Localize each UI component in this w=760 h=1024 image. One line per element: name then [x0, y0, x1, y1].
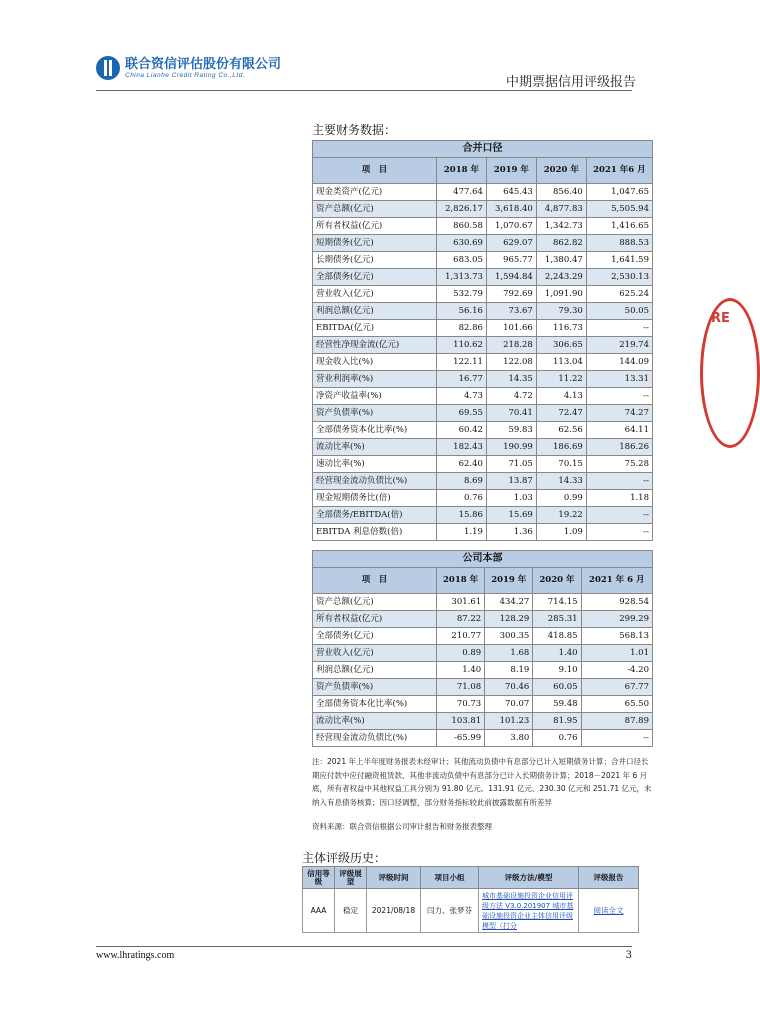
hist-header-grade: 信用等级: [303, 867, 335, 889]
row-label: 净资产收益率(%): [313, 388, 437, 405]
cell-value: 186.26: [586, 439, 652, 456]
cell-value: 285.31: [533, 611, 581, 628]
hist-team: 闫力、张梦芬: [421, 889, 479, 933]
row-label: 资产总额(亿元): [313, 594, 437, 611]
cell-value: 8.19: [485, 662, 533, 679]
footer-website: www.lhratings.com: [96, 950, 175, 961]
row-label: 速动比率(%): [313, 456, 437, 473]
cell-value: 1,594.84: [486, 269, 536, 286]
cell-value: 70.41: [486, 405, 536, 422]
cell-value: 4.13: [536, 388, 586, 405]
cell-value: 1,380.47: [536, 252, 586, 269]
cell-value: 965.77: [486, 252, 536, 269]
row-label: 经营性净现金流(亿元): [313, 337, 437, 354]
table-row: [313, 286, 653, 303]
table-row: [313, 679, 653, 696]
cell-value: 434.27: [485, 594, 533, 611]
cell-value: 306.65: [536, 337, 586, 354]
cell-value: 182.43: [437, 439, 487, 456]
rating-method-link[interactable]: 城市基础设施投资企业信用评级方法 V3.0.201907 城市基础设施投资企业主体信用评级模型（打分: [482, 891, 574, 930]
row-label: 全部债务/EBITDA(倍): [313, 507, 437, 524]
row-label: 流动比率(%): [313, 439, 437, 456]
table-row: [313, 269, 653, 286]
cell-value: 1,342.73: [536, 218, 586, 235]
col-header-2019: 2019 年: [485, 568, 533, 594]
table-row: [313, 594, 653, 611]
table-row: [313, 490, 653, 507]
table-row: [313, 252, 653, 269]
row-label: 资产负债率(%): [313, 405, 437, 422]
table-row: [313, 218, 653, 235]
col-header-2018: 2018 年: [437, 568, 485, 594]
row-label: 营业收入(亿元): [313, 645, 437, 662]
cell-value: --: [586, 473, 652, 490]
cell-value: 11.22: [536, 371, 586, 388]
cell-value: 1,641.59: [586, 252, 652, 269]
cell-value: 218.28: [486, 337, 536, 354]
table-row: [313, 388, 653, 405]
financial-data-title: 主要财务数据：: [312, 123, 397, 137]
cell-value: 1,047.65: [586, 184, 652, 201]
cell-value: 928.54: [581, 594, 652, 611]
cell-value: 714.15: [533, 594, 581, 611]
cell-value: 110.62: [437, 337, 487, 354]
row-label: 现金短期债务比(倍): [313, 490, 437, 507]
cell-value: 116.73: [536, 320, 586, 337]
rating-history-table: [302, 866, 639, 933]
hist-header-date: 评级时间: [367, 867, 421, 889]
cell-value: 683.05: [437, 252, 487, 269]
cell-value: 74.27: [586, 405, 652, 422]
table-row: [313, 507, 653, 524]
cell-value: 630.69: [437, 235, 487, 252]
cell-value: 101.66: [486, 320, 536, 337]
cell-value: 888.53: [586, 235, 652, 252]
cell-value: 79.30: [536, 303, 586, 320]
table-row: [313, 439, 653, 456]
row-label: 短期债务(亿元): [313, 235, 437, 252]
cell-value: 50.05: [586, 303, 652, 320]
cell-value: 64.11: [586, 422, 652, 439]
hist-header-method: 评级方法/模型: [479, 867, 579, 889]
cell-value: 73.67: [486, 303, 536, 320]
cell-value: 568.13: [581, 628, 652, 645]
table-row: [313, 473, 653, 490]
cell-value: 9.10: [533, 662, 581, 679]
row-label: 现金类资产(亿元): [313, 184, 437, 201]
cell-value: 87.22: [437, 611, 485, 628]
cell-value: 0.99: [536, 490, 586, 507]
cell-value: 65.50: [581, 696, 652, 713]
cell-value: 301.61: [437, 594, 485, 611]
cell-value: --: [586, 388, 652, 405]
table-row: [313, 184, 653, 201]
col-header-2021h1: 2021 年 6 月: [581, 568, 652, 594]
cell-value: -65.99: [437, 730, 485, 747]
read-full-report-link[interactable]: 阅读全文: [593, 905, 624, 915]
parent-group-label: 公司本部: [313, 551, 653, 568]
cell-value: 56.16: [437, 303, 487, 320]
cell-value: 1.19: [437, 524, 487, 541]
cell-value: -4.20: [581, 662, 652, 679]
cell-value: 16.77: [437, 371, 487, 388]
col-header-item: 项 目: [313, 568, 437, 594]
table-row: [313, 713, 653, 730]
cell-value: 1.01: [581, 645, 652, 662]
footer-divider: [96, 946, 632, 947]
cell-value: 19.22: [536, 507, 586, 524]
table-row: [313, 730, 653, 747]
cell-value: 1.03: [486, 490, 536, 507]
row-label: 资产总额(亿元): [313, 201, 437, 218]
company-name-cn: 联合资信评估股份有限公司: [125, 56, 282, 72]
row-label: 全部债务资本化比率(%): [313, 422, 437, 439]
row-label: 全部债务资本化比率(%): [313, 696, 437, 713]
col-header-item: 项 目: [313, 158, 437, 184]
col-header-2020: 2020 年: [536, 158, 586, 184]
company-logo: [96, 56, 281, 80]
cell-value: 14.35: [486, 371, 536, 388]
table-row: [313, 201, 653, 218]
cell-value: 59.83: [486, 422, 536, 439]
cell-value: 186.69: [536, 439, 586, 456]
cell-value: 60.42: [437, 422, 487, 439]
row-label: 流动比率(%): [313, 713, 437, 730]
hist-outlook: 稳定: [335, 889, 367, 933]
consolidated-table: [312, 140, 653, 541]
cell-value: 219.74: [586, 337, 652, 354]
cell-value: 122.11: [437, 354, 487, 371]
cell-value: 87.89: [581, 713, 652, 730]
cell-value: --: [581, 730, 652, 747]
table-row: [313, 422, 653, 439]
hist-grade: AAA: [303, 889, 335, 933]
row-label: 经营现金流动负债比(%): [313, 730, 437, 747]
report-title: 中期票据信用评级报告: [505, 75, 636, 90]
cell-value: 70.07: [485, 696, 533, 713]
cell-value: 122.08: [486, 354, 536, 371]
cell-value: 13.87: [486, 473, 536, 490]
cell-value: 60.05: [533, 679, 581, 696]
cell-value: 15.86: [437, 507, 487, 524]
table-row: [313, 235, 653, 252]
cell-value: 645.43: [486, 184, 536, 201]
parent-table: [312, 550, 653, 747]
row-label: EBITDA(亿元): [313, 320, 437, 337]
table-row: [313, 405, 653, 422]
rating-history-row: [303, 889, 639, 933]
row-label: EBITDA 利息倍数(倍): [313, 524, 437, 541]
cell-value: 2,826.17: [437, 201, 487, 218]
company-name-en: China Lianhe Credit Rating Co.,Ltd.: [125, 71, 246, 79]
cell-value: 144.09: [586, 354, 652, 371]
cell-value: 1.40: [533, 645, 581, 662]
lianhe-logo-icon: [96, 56, 120, 80]
table-row: [313, 628, 653, 645]
cell-value: 629.07: [486, 235, 536, 252]
cell-value: 418.85: [533, 628, 581, 645]
cell-value: 792.69: [486, 286, 536, 303]
cell-value: 101.23: [485, 713, 533, 730]
table-row: [313, 645, 653, 662]
row-label: 利润总额(亿元): [313, 662, 437, 679]
table-row: [313, 611, 653, 628]
row-label: 所有者权益(亿元): [313, 611, 437, 628]
cell-value: 59.48: [533, 696, 581, 713]
cell-value: 299.29: [581, 611, 652, 628]
cell-value: 1.36: [486, 524, 536, 541]
table-row: [313, 696, 653, 713]
cell-value: 103.81: [437, 713, 485, 730]
hist-header-report: 评级报告: [579, 867, 639, 889]
header-divider: [96, 90, 632, 91]
cell-value: 190.99: [486, 439, 536, 456]
cell-value: 5,505.94: [586, 201, 652, 218]
row-label: 现金收入比(%): [313, 354, 437, 371]
cell-value: 3.80: [485, 730, 533, 747]
cell-value: 0.89: [437, 645, 485, 662]
cell-value: 0.76: [533, 730, 581, 747]
cell-value: 210.77: [437, 628, 485, 645]
cell-value: 8.69: [437, 473, 487, 490]
cell-value: 3,618.40: [486, 201, 536, 218]
cell-value: 1.68: [485, 645, 533, 662]
seal-stamp: [700, 298, 760, 448]
cell-value: 70.46: [485, 679, 533, 696]
cell-value: 14.33: [536, 473, 586, 490]
cell-value: 856.40: [536, 184, 586, 201]
cell-value: --: [586, 507, 652, 524]
row-label: 资产负债率(%): [313, 679, 437, 696]
table-row: [313, 303, 653, 320]
row-label: 营业利润率(%): [313, 371, 437, 388]
row-label: 长期债务(亿元): [313, 252, 437, 269]
cell-value: 69.55: [437, 405, 487, 422]
cell-value: 1,070.67: [486, 218, 536, 235]
cell-value: 81.95: [533, 713, 581, 730]
cell-value: 1.09: [536, 524, 586, 541]
cell-value: 2,530.13: [586, 269, 652, 286]
cell-value: 862.82: [536, 235, 586, 252]
cell-value: 4.72: [486, 388, 536, 405]
cell-value: 2,243.29: [536, 269, 586, 286]
table-row: [313, 371, 653, 388]
row-label: 全部债务(亿元): [313, 269, 437, 286]
cell-value: 15.69: [486, 507, 536, 524]
cell-value: 1.40: [437, 662, 485, 679]
page-number: 3: [625, 950, 632, 961]
cell-value: --: [586, 320, 652, 337]
cell-value: 62.56: [536, 422, 586, 439]
cell-value: 113.04: [536, 354, 586, 371]
cell-value: 70.73: [437, 696, 485, 713]
cell-value: 300.35: [485, 628, 533, 645]
cell-value: 532.79: [437, 286, 487, 303]
row-label: 全部债务(亿元): [313, 628, 437, 645]
consolidated-group-label: 合并口径: [313, 141, 653, 158]
cell-value: 72.47: [536, 405, 586, 422]
cell-value: 477.64: [437, 184, 487, 201]
col-header-2021h1: 2021 年6 月: [586, 158, 652, 184]
cell-value: 71.08: [437, 679, 485, 696]
cell-value: 128.29: [485, 611, 533, 628]
rating-history-title: 主体评级历史：: [302, 851, 387, 865]
row-label: 利润总额(亿元): [313, 303, 437, 320]
table-row: [313, 524, 653, 541]
cell-value: 1,416.65: [586, 218, 652, 235]
cell-value: 0.76: [437, 490, 487, 507]
cell-value: 62.40: [437, 456, 487, 473]
cell-value: 71.05: [486, 456, 536, 473]
table-row: [313, 320, 653, 337]
hist-header-team: 项目小组: [421, 867, 479, 889]
cell-value: 1,091.90: [536, 286, 586, 303]
row-label: 营业收入(亿元): [313, 286, 437, 303]
cell-value: 1,313.73: [437, 269, 487, 286]
cell-value: --: [586, 524, 652, 541]
cell-value: 1.18: [586, 490, 652, 507]
cell-value: 625.24: [586, 286, 652, 303]
col-header-2020: 2020 年: [533, 568, 581, 594]
cell-value: 75.28: [586, 456, 652, 473]
cell-value: 70.15: [536, 456, 586, 473]
cell-value: 67.77: [581, 679, 652, 696]
col-header-2018: 2018 年: [437, 158, 487, 184]
col-header-2019: 2019 年: [486, 158, 536, 184]
hist-date: 2021/08/18: [367, 889, 421, 933]
cell-value: 860.58: [437, 218, 487, 235]
table-row: [313, 337, 653, 354]
table-row: [313, 456, 653, 473]
seal-stamp-text: RE: [711, 311, 730, 326]
cell-value: 82.86: [437, 320, 487, 337]
table-row: [313, 662, 653, 679]
table-row: [313, 354, 653, 371]
cell-value: 13.31: [586, 371, 652, 388]
hist-header-outlook: 评级展望: [335, 867, 367, 889]
cell-value: 4,877.83: [536, 201, 586, 218]
cell-value: 4.73: [437, 388, 487, 405]
row-label: 所有者权益(亿元): [313, 218, 437, 235]
row-label: 经营现金流动负债比(%): [313, 473, 437, 490]
table-note: 注：2021 年上半年度财务报表未经审计；其他流动负债中有息部分已计入短期债务计算；合并口径长期应付款中应付融资租赁款、其他非流动负债中有息部分已计入长期债务计算；2018－2021 年 6 月底，所有者权益中其他权益工具分别为 91.80 亿元、131.91 亿元、230.30 亿元和 251.71 亿元，未纳入有息债务核算；因口径调整，部分财务指标较此前披露数据有所差异: [312, 757, 652, 807]
data-source: 资料来源：联合资信根据公司审计报告和财务报表整理: [312, 822, 492, 831]
